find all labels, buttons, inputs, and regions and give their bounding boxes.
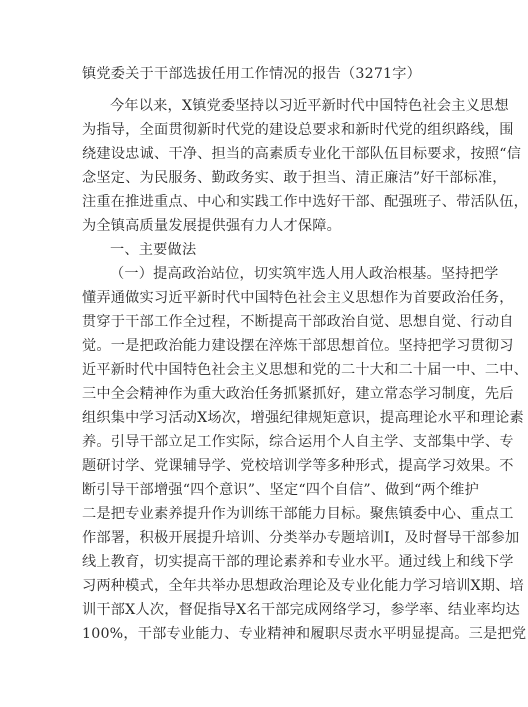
paragraph-line: 近平新时代中国特色社会主义思想和党的二十大和二十届一中、二中、 — [82, 362, 528, 378]
paragraph-line: 贯穿于干部工作全过程，不断提高干部政治自觉、思想自觉、行动自 — [82, 314, 514, 330]
paragraph-line: 100%，干部专业能力、专业精神和履职尽责水平明显提高。三是把党 — [82, 626, 527, 642]
paragraph-line: 为指导，全面贯彻新时代党的建设总要求和新时代党的组织路线，围 — [82, 122, 514, 138]
section-heading: 一、主要做法 — [110, 242, 197, 258]
paragraph-line: 今年以来，X镇党委坚持以习近平新时代中国特色社会主义思想 — [110, 98, 509, 114]
paragraph-line: 断引导干部增强“四个意识”、坚定“四个自信”、做到“两个维护 — [82, 482, 479, 498]
paragraph-line: 养。引导干部立足工作实际，综合运用个人自主学、支部集中学、专 — [82, 434, 514, 450]
paragraph-line: 作部署，积极开展提升培训、分类举办专题培训Ⅰ，及时督导干部参加 — [82, 530, 520, 546]
paragraph-line: 觉。一是把政治能力建设摆在淬炼干部思想首位。坚持把学习贯彻习 — [82, 338, 514, 354]
paragraph-line: 懂弄通做实习近平新时代中国特色社会主义思想作为首要政治任务， — [82, 290, 514, 306]
document-title: 镇党委关于干部选拔任用工作情况的报告（3271字） — [82, 66, 422, 82]
paragraph-line: 二是把专业素养提升作为训练干部能力目标。聚焦镇委中心、重点工 — [82, 506, 514, 522]
paragraph-line: 题研讨学、党课辅导学、党校培训学等多种形式，提高学习效果。不 — [82, 458, 514, 474]
paragraph-line: 训干部X人次，督促指导X名干部完成网络学习，参学率、结业率均达 — [82, 602, 520, 618]
paragraph-line: 绕建设忠诚、干净、担当的高素质专业化干部队伍目标要求，按照“信 — [82, 146, 522, 162]
paragraph-line: 注重在推进重点、中心和实践工作中选好干部、配强班子、带活队伍， — [82, 194, 528, 210]
paragraph-line: 线上教育，切实提高干部的理论素养和专业水平。通过线上和线下学 — [82, 554, 514, 570]
paragraph-line: 三中全会精神作为重大政治任务抓紧抓好，建立常态学习制度，先后 — [82, 386, 514, 402]
paragraph-line: 念坚定、为民服务、勤政务实、敢于担当、清正廉洁”好干部标准， — [82, 170, 507, 186]
paragraph-line: 习两种模式，全年共举办思想政治理论及专业化能力学习培训X期、培 — [82, 578, 524, 594]
paragraph-line: 为全镇高质量发展提供强有力人才保障。 — [82, 218, 341, 234]
paragraph-line: （一）提高政治站位，切实筑牢选人用人政治根基。坚持把学 — [110, 266, 499, 282]
paragraph-line: 组织集中学习活动X场次，增强纪律规矩意识，提高理论水平和理论素 — [82, 410, 524, 426]
